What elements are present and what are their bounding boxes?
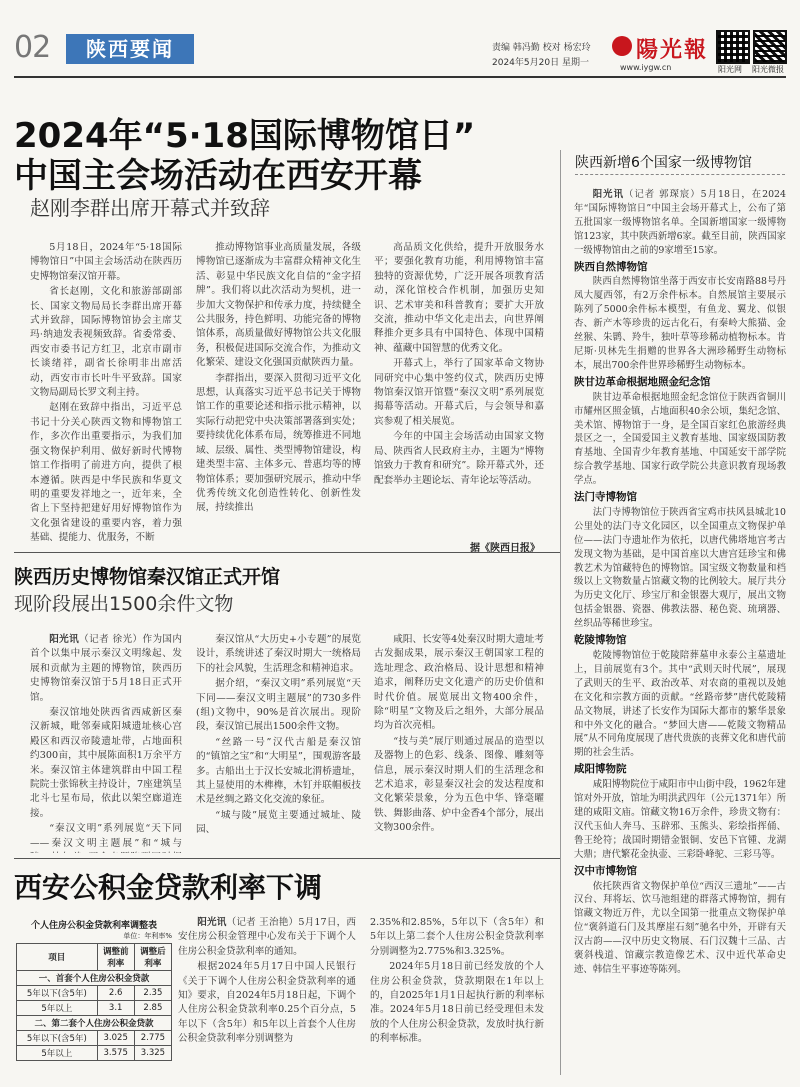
sidebar-intro-text: 5月18日，在2024年“国际博物馆日”中国主会场开幕式上，公布了第五批国家一级博物馆名单。全国新增国家一级博物馆123家，其中陕西新增6家。截至目前，陕西国家一级博物馆由之前的9家增至15家。 xyxy=(574,189,786,256)
museum-description: 陕西自然博物馆坐落于西安市长安南路88号丹凤大厦西邻，有2万余件标本。自然展馆主要展示陈列了5000余件标本模型，有鱼龙、翼龙、似银杏、新产木等珍贵的远古化石，有秦岭大熊猫、金丝猴、朱鹮、羚牛，独叶草等珍稀动植物标本。肯尼斯·贝林先生捐赠的世界各大洲珍稀野生动物标本，展出700余件世界珍稀野生动物标本。 xyxy=(574,276,786,371)
story2-subheadline: 现阶段展出1500余件文物 xyxy=(14,593,234,615)
table-cell: 2.6 xyxy=(97,986,134,1001)
museum-name: 乾陵博物馆 xyxy=(574,634,627,647)
date-line: 2024年5月20日 星期一 xyxy=(492,58,589,68)
museum-name: 法门寺博物馆 xyxy=(574,491,637,504)
qr-code-1 xyxy=(716,30,750,64)
story2-paragraph xyxy=(30,633,182,705)
museum-description: 咸阳博物院位于咸阳市中山街中段，1962年建馆对外开放，馆址为明洪武四年（公元1371年）所建的咸阳文庙。馆藏文物16万余件，珍贵文物有：汉代玉仙人奔马、玉辟邪、玉熊头、彩绘指挥俑、鲁王纶符；战国时期错金银铜、安邑下官锺、龙湖大鼎；唐代繁花金执壶、三彩卧峰驼、三彩马等。 xyxy=(574,779,786,860)
table-cell: 5年以上 xyxy=(17,1001,98,1016)
lead-paragraph: 5月18日，2024年“5·18国际博物馆日”中国主会场活动在陕西历史博物馆秦汉馆开幕。 xyxy=(30,242,182,282)
lead-column-2 xyxy=(196,241,361,564)
editor-line: 责编 韩冯勤 校对 杨宏玲 xyxy=(492,43,591,53)
story3-reporter: （记者 王治艳） xyxy=(226,917,299,928)
museum-name: 咸阳博物院 xyxy=(574,763,627,776)
museum-description: 陕甘边革命根据地照金纪念馆位于陕西省铜川市耀州区照金镇，占地面积40余公顷，集纪念馆、美术馆、博物馆于一身，是全国百家红色旅游经典景区之一，全国爱国主义教育基地、国家级国防教育基地、全国青少年教育基地、中国延安干部学院综合教学基地、国家行政学院公共意识教育现场教学点。 xyxy=(574,391,786,487)
lead-paragraph: 今年的中国主会场活动由国家文物局、陕西省人民政府主办，主题为“博物馆致力于教育和研究”。除开幕式外，还配套举办主题论坛、青年论坛等活动。 xyxy=(374,431,544,486)
section-title: 陕西要闻 xyxy=(66,34,194,64)
table-cell: 5年以下(含5年) xyxy=(17,1031,98,1046)
museum-description: 乾陵博物馆位于乾陵陪葬墓申永泰公主墓遗址上，目前展览有3个。其中“武则天时代展”，展现了武则天的生平、政治改革、对农商的重视以及她在文化和宗教方面的贡献。“丝路帝梦”唐代乾陵精品文物展，讲述了长安作为国际大都市的繁华景象和中外文化的融合。“梦回大唐——乾陵文物精品展”从不同角度展现了唐代贵族的丧葬文化和唐代前期的社会生活。 xyxy=(574,650,786,759)
lead-paragraph: 开幕式上，举行了国家革命文物协同研究中心集中签约仪式，陕西历史博物馆秦汉馆开馆暨“秦汉文明”系列展览揭幕等活动。开幕式后，与会领导和嘉宾参观了相关展览。 xyxy=(374,358,544,427)
story2-paragraph: “城与陵”展览主要通过城址、陵园、 xyxy=(196,809,361,836)
rate-table-section: 一、首套个人住房公积金贷款 xyxy=(17,971,172,986)
qr-label-1: 阳光网 xyxy=(718,65,742,74)
story2-paragraph: “丝路一号”汉代古船是秦汉馆的“镇馆之宝”和“大明星”，围观游客最多。古船出土于汉长安城北渭桥遗址，其上显使用的木榫榫，木钉并联帽板技术是丝绸之路文化交流的象征。 xyxy=(196,736,361,806)
lead-paragraph: 推动博物馆事业高质量发展，各级博物馆已逐渐成为丰富群众精神文化生活、彰显中华民族文化自信的“金字招牌”。我们将以此次活动为契机，进一步加大文物保护和传承力度，持续健全公共服务，持色鲜明、功能完备的博物馆体系，高质量做好博物馆公共文化服务，积极促进国际交流合作，为推动文化繁荣、建设文化强国贡献陕西力量。 xyxy=(196,242,361,369)
story2-kicker: 阳光讯 xyxy=(49,634,80,645)
story3-column-1 xyxy=(178,916,356,1076)
story2-reporter: （记者 徐光） xyxy=(79,634,143,645)
lead-paragraph: 省长赵刚，文化和旅游部副部长、国家文物局局长李群出席开幕式并致辞，国际博物馆协会主席艾玛·纳迪发表视频致辞。省委常委、西安市委书记方红卫，北京市副市长谈绪祥，副省长徐明非出席活动，西安市市长叶牛平致辞。国家文物局副局长罗文利主持。 xyxy=(30,286,182,399)
divider xyxy=(14,858,560,859)
rate-table-header: 调整后利率 xyxy=(134,944,171,971)
story3-column-2 xyxy=(370,916,544,1076)
story2-paragraph: 咸阳、长安等4处秦汉时期大遗址考古发掘成果，展示秦汉王朝国家工程的选址理念、政治格局、设计思想和精神追求，阐释历史文化遗产的历史价值和时代价值。展览展出文物400余件，除“明星”文物及后之组外，大部分展品均为首次亮相。 xyxy=(374,634,544,732)
sidebar-title-rule xyxy=(575,174,785,175)
newspaper-logo xyxy=(612,33,714,63)
story2-column-1 xyxy=(30,633,182,853)
sidebar-divider xyxy=(560,150,561,1075)
story2-paragraph: “技与美”展厅则通过展品的造型以及器物上的色彩、线条、图像、雕刻等信息，展示秦汉时期人们的生活理念和艺术追求，彰显秦汉社会的发达程度和文化繁荣景象，分为五色中华、锋毫曜铁、舞影曲落、炉中金香4个部分，展出文物300余件。 xyxy=(374,735,544,834)
table-cell: 2.35 xyxy=(134,986,171,1001)
table-row xyxy=(17,1001,172,1016)
sidebar-reporter: （记者 郭琛宸） xyxy=(623,189,701,200)
page-number: 02 xyxy=(14,30,51,65)
lead-headline-line2: 中国主会场活动在西安开幕 xyxy=(14,156,422,196)
table-cell: 2.85 xyxy=(134,1001,171,1016)
table-row xyxy=(17,986,172,1001)
table-cell: 3.025 xyxy=(97,1031,134,1046)
rate-table xyxy=(16,943,172,1061)
lead-paragraph: 赵刚在致辞中指出，习近平总书记十分关心陕西文物和博物馆工作，多次作出重要指示，为我们加强文物保护利用、做好新时代博物馆工作指明了前进方向，提供了根本遵循。陕西是中华民族和华夏文明的重要发祥地之一，近年来，全省上下坚持把建好用好博物馆作为文化强省建设的重要内容，着力强基础、提能力、优服务，不断 xyxy=(30,402,182,544)
rate-table-title: 个人住房公积金贷款利率调整表 xyxy=(30,921,157,931)
table-cell: 2.775 xyxy=(134,1031,171,1046)
table-cell: 5年以上 xyxy=(17,1046,98,1061)
logo-sun-icon xyxy=(612,36,632,56)
lead-headline-line1: 2024年“5·18国际博物馆日” xyxy=(14,116,476,156)
header-rule xyxy=(14,76,786,78)
story2-paragraph: 秦汉馆从“大历史+小专题”的展览设计，系统讲述了秦汉时期大一统格局下的社会风貌，生活理念和精神追求。 xyxy=(196,634,361,674)
qr-code-2 xyxy=(753,30,787,64)
museum-description: 法门寺博物馆位于陕西省宝鸡市扶风县城北10公里处的法门寺文化园区，以全国重点文物保护单位——法门寺遗址作为依托，以唐代佛塔地宫考古发现文物为基础，是中国首座以大唐宫廷珍宝和佛教艺术为馆藏特色的博物馆。国宝级文物数量和档级以上文物数量占馆藏文物的比例较大。展厅共分为历史文化厅、珍宝厅和金银器大观厅，展出文物包括金银器、瓷器、佛教法器、秘色瓷、琉璃器、丝织品等稀世珍宝。 xyxy=(574,506,786,630)
table-cell: 3.575 xyxy=(97,1046,134,1061)
story2-column-3 xyxy=(374,633,544,853)
table-cell: 5年以下(含5年) xyxy=(17,986,98,1001)
story3-paragraph xyxy=(178,916,356,959)
story3-kicker: 阳光讯 xyxy=(197,917,227,928)
story3-headline: 西安公积金贷款利率下调 xyxy=(14,871,323,904)
story3-paragraph: 2024年5月18日前已经发放的个人住房公积金贷款，贷款期限在1年以上的，自2025年1月1日起执行新的利率标准。2024年5月18日前已经受理但未发放的个人住房公积金贷款，发放时执行新的利率标准。 xyxy=(370,961,544,1045)
story3-paragraph: 根据2024年5月17日中国人民银行《关于下调个人住房公积金贷款利率的通知》要求，自2024年5月18日起，下调个人住房公积金贷款利率0.25个百分点，5年以下（含5年）和5年以上首套个人住房公积金贷款利率分别调整为 xyxy=(178,961,356,1045)
lead-paragraph: 李群指出，要深入贯彻习近平文化思想，认真落实习近平总书记关于博物馆工作的重要论述和指示批示精神，以实际行动把党中央决策部署落到实处；要持续优化体系布局，统筹推进不同地域、层级、属性、类型博物馆建设，构建类型丰富、主体多元、普惠均等的博物馆体系；要加强研究展示，推动中华优秀传统文化创造性转化、创新性发展，持续推出 xyxy=(196,372,361,514)
sidebar-title: 陕西新增6个国家一级博物馆 xyxy=(575,155,752,171)
table-row xyxy=(17,1031,172,1046)
story2-paragraph: “秦汉文明”系列展览“天下同——秦汉文明主题展”和“城与 xyxy=(30,823,182,849)
story2-column-2 xyxy=(196,633,361,853)
rate-table-header: 项目 xyxy=(17,944,98,971)
sidebar-intro xyxy=(574,188,786,258)
rate-table-unit: 单位：年利率% xyxy=(123,932,172,940)
lead-paragraph: 高品质文化供给，提升开放服务水平；要强化教育功能，利用博物馆丰富独特的资源优势，广泛开展各项教育活动，深化馆校合作机制，加强历史知识、艺术审美和科普教育；要扩大开放交流，推动中华文化走出去，向世界阐释推介更多具有中国特色、体现中国精神、蕴藏中国智慧的优秀文化。 xyxy=(374,242,544,354)
story2-lead: 作为国内首个以集中展示秦汉文明缘起、发展和贡献为主题的博物馆，陕西历史博物馆秦汉馆于5月18日正式开馆。 xyxy=(30,634,182,703)
story2-headline: 陕西历史博物馆秦汉馆正式开馆 xyxy=(14,566,281,588)
museum-name: 陕西自然博物馆 xyxy=(574,260,648,273)
lead-subheadline: 赵刚李群出席开幕式并致辞 xyxy=(30,196,270,220)
qr-label-2: 阳光微报 xyxy=(752,65,784,74)
museum-name: 汉中市博物馆 xyxy=(574,864,637,877)
lead-source: 据《陕西日报》 xyxy=(470,543,540,554)
website-url: www.iygw.cn xyxy=(620,63,672,72)
story2-paragraph: 据介绍，“秦汉文明”系列展览“天下同——秦汉文明主题展”的730多件(组)文物中，90%是首次展出。现阶段，秦汉馆已展出1500余件文物。 xyxy=(196,678,361,733)
lead-column-1 xyxy=(30,241,182,564)
lead-column-3 xyxy=(374,241,544,531)
rate-table-section: 二、第二套个人住房公积金贷款 xyxy=(17,1016,172,1031)
story2-paragraph: 秦汉馆地处陕西省西咸新区秦汉新城，毗邻秦咸阳城遗址核心宫殿区和西汉帝陵遗址带，占地面积约300亩，其中展陈面积1万余平方米。秦汉馆主体建筑群由中国工程院院士张锦秋主持设计，7座建筑呈北斗七星布局，依此以架空廊道连接。 xyxy=(30,707,182,819)
table-cell: 3.1 xyxy=(97,1001,134,1016)
divider xyxy=(14,552,560,553)
story3-paragraph: 2.35%和2.85%，5年以下（含5年）和5年以上第二套个人住房公积金贷款利率分别调整为2.775%和3.325%。 xyxy=(370,917,544,957)
table-cell: 3.325 xyxy=(134,1046,171,1061)
museum-name: 陕甘边革命根据地照金纪念馆 xyxy=(574,375,711,388)
logo-text: 陽光報 xyxy=(636,37,709,63)
rate-table-box xyxy=(16,918,172,1061)
table-row xyxy=(17,1046,172,1061)
rate-table-header: 调整前利率 xyxy=(97,944,134,971)
story3-lead: 5月17日，西安住房公积金管理中心发布关于下调个人住房公积金贷款利率的通知。 xyxy=(178,917,356,957)
museum-description: 依托陕西省文物保护单位“西汉三遗址”——古汉台、拜将坛、饮马池组建的群落式博物馆，拥有馆藏文物近万件，尤以全国第一批重点文物保护单位“褒斜道石门及其摩崖石刻”驰名中外，开辟有天汉古韵——汉中历史文物展、石门汉魏十三品、古褒斜栈道、馆藏宗教造像艺术、汉中近代革命史迹、韩信生平事迹等陈列。 xyxy=(574,880,786,975)
sidebar-kicker: 阳光讯 xyxy=(592,189,624,200)
sidebar-body xyxy=(574,188,786,1073)
